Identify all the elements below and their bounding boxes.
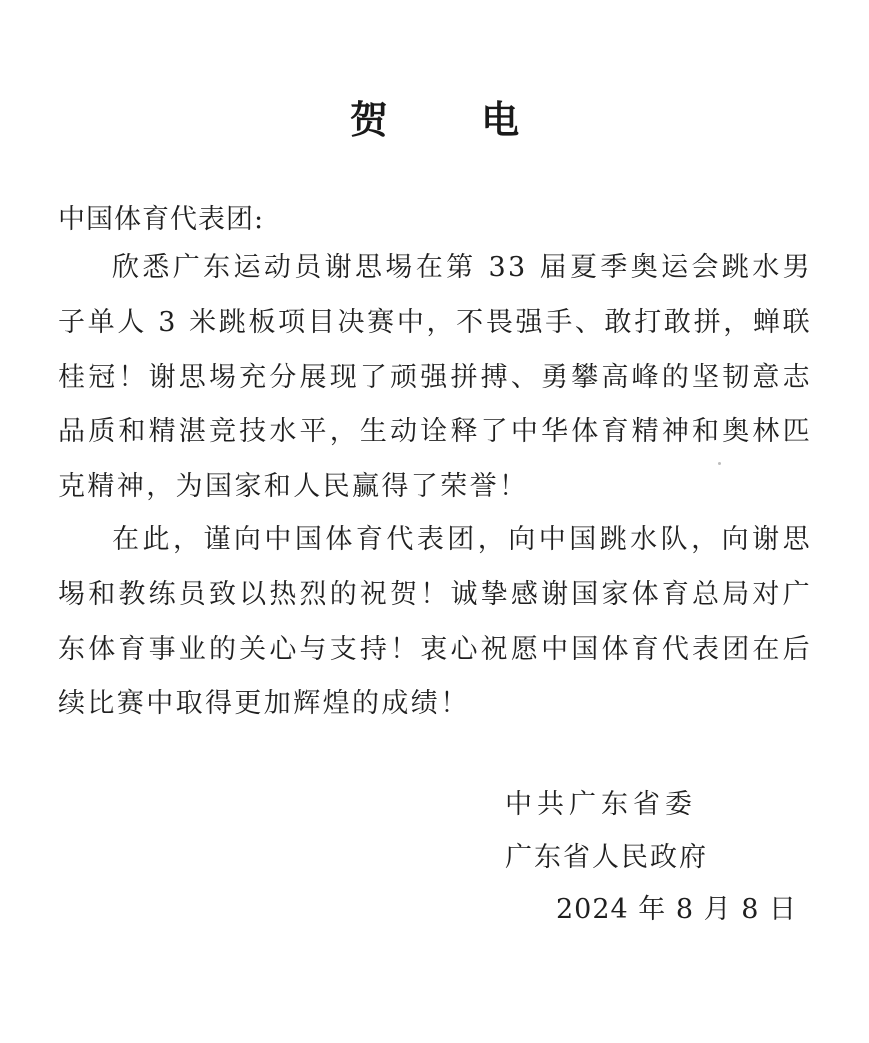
signature-date: 2024 年 8 月 8 日 xyxy=(556,894,797,925)
body-paragraph-2: 在此，谨向中国体育代表团，向中国跳水队，向谢思埸和教练员致以热烈的祝贺！诚挚感谢国家体育总局对广东体育事业的关心与支持！衷心祝愿中国体育代表团在后续比赛中取得更加辉煌的成绩！ xyxy=(58,524,812,720)
signature-party-committee: 中共广东省委 xyxy=(505,789,697,820)
signature-provincial-government: 广东省人民政府 xyxy=(505,842,708,873)
document-title: 贺 电 xyxy=(349,98,560,142)
salutation: 中国体育代表团: xyxy=(58,204,265,235)
scan-speck xyxy=(718,462,721,465)
body-paragraph-1: 欣悉广东运动员谢思埸在第 33 届夏季奥运会跳水男子单人 3 米跳板项目决赛中，不畏强手、敢打敢拼，蝉联桂冠！谢思埸充分展现了顽强拼搏、勇攀高峰的坚韧意志品质和精湛竞技水平，生动诠释了中华体育精神和奥林匹克精神，为国家和人民赢得了荣誉！ xyxy=(58,252,812,503)
